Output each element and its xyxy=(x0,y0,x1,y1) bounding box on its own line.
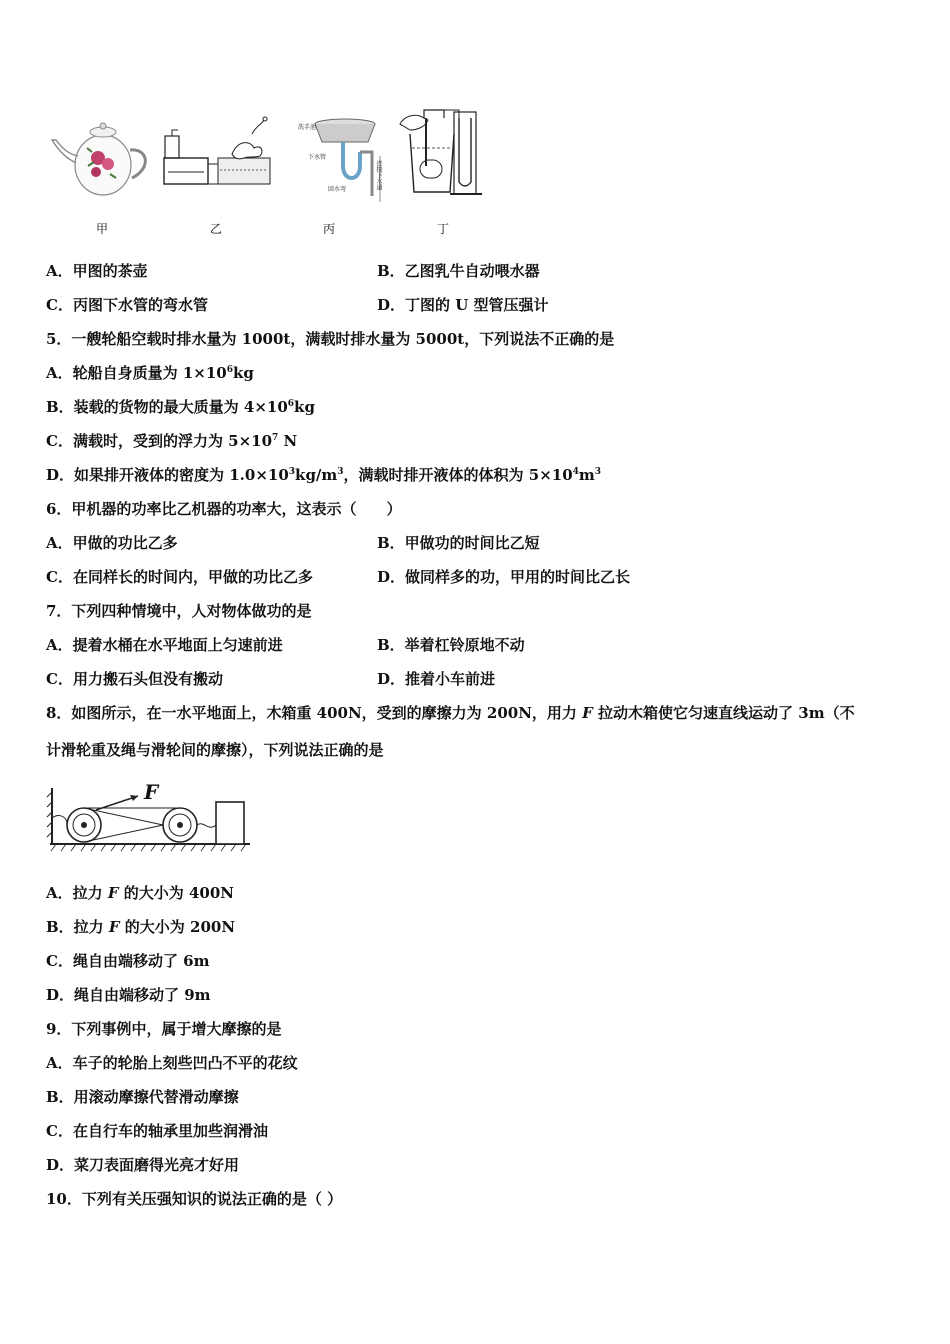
q5-c-text: C．满载时，受到的浮力为 5×10 xyxy=(46,432,273,450)
q5-d-exp2: 3 xyxy=(337,467,344,477)
q5-d-exp4: 3 xyxy=(594,467,602,477)
figure-u-tube-manometer xyxy=(396,104,488,200)
caption-yi: 乙 xyxy=(210,222,223,236)
q5-stem: 5．一艘轮船空载时排水量为 1000t，满载时排水量为 5000t，下列说法不正确的是 xyxy=(46,330,615,348)
q4-option-a[interactable]: A．甲图的茶壶 xyxy=(46,262,148,280)
q9-option-d[interactable]: D．菜刀表面磨得光亮才好用 xyxy=(46,1156,240,1174)
q7-stem: 7．下列四种情境中，人对物体做功的是 xyxy=(46,602,312,620)
q8-stem-line2: 计滑轮重及绳与滑轮间的摩擦），下列说法正确的是 xyxy=(46,741,384,759)
q8-b-pre: B．拉力 xyxy=(46,918,109,936)
q4-option-b[interactable]: B．乙图乳牛自动喂水器 xyxy=(377,262,540,280)
figure-sink-trap xyxy=(300,116,390,202)
u-tube-manometer-icon xyxy=(396,104,488,200)
q5-d-text: D．如果排开液体的密度为 1.0×10 xyxy=(46,466,289,484)
q8-option-a[interactable] xyxy=(46,883,234,903)
q5-d-exp1: 3 xyxy=(288,467,296,477)
figure-pulley-box xyxy=(46,782,252,854)
q10-stem: 10．下列有关压强知识的说法正确的是（ ） xyxy=(46,1190,343,1208)
q6-stem: 6．甲机器的功率比乙机器的功率大，这表示（ ） xyxy=(46,500,402,518)
q4-option-c[interactable]: C．丙图下水管的弯水管 xyxy=(46,296,208,314)
q5-option-b[interactable] xyxy=(46,397,315,417)
q9-stem: 9．下列事例中，属于增大摩擦的是 xyxy=(46,1020,282,1038)
q8-b-post: 的大小为 200N xyxy=(119,918,236,936)
q5-c-unit: N xyxy=(278,432,298,450)
q7-option-d[interactable]: D．推着小车前进 xyxy=(377,670,496,688)
q8-option-b[interactable] xyxy=(46,917,235,937)
q6-option-a[interactable]: A．甲做的功比乙多 xyxy=(46,534,178,552)
q7-option-a[interactable]: A．提着水桶在水平地面上匀速前进 xyxy=(46,636,283,654)
q6-option-c[interactable]: C．在同样长的时间内，甲做的功比乙多 xyxy=(46,568,313,586)
q4-option-d[interactable]: D．丁图的 U 型管压强计 xyxy=(377,296,549,314)
figure-teapot xyxy=(48,118,158,198)
q8-option-d[interactable]: D．绳自由端移动了 9m xyxy=(46,986,211,1004)
caption-jia: 甲 xyxy=(96,222,109,236)
q5-d-text2: ，满载时排开液体的体积为 5×10 xyxy=(343,466,573,484)
q6-option-b[interactable]: B．甲做功的时间比乙短 xyxy=(377,534,540,552)
q8-stem-line1 xyxy=(46,703,855,723)
caption-ding: 丁 xyxy=(437,222,450,236)
trap-label: 回水弯 xyxy=(328,186,347,193)
q7-option-c[interactable]: C．用力搬石头但没有搬动 xyxy=(46,670,223,688)
pipe-label: 下水管 xyxy=(308,154,327,161)
q5-d-unit2: m xyxy=(578,466,595,484)
q5-option-c[interactable] xyxy=(46,431,297,451)
q8-option-c[interactable]: C．绳自由端移动了 6m xyxy=(46,952,210,970)
q9-option-b[interactable]: B．用滚动摩擦代替滑动摩擦 xyxy=(46,1088,239,1106)
q5-b-exp: 6 xyxy=(287,399,295,409)
sewer-label: 连接下水道 xyxy=(375,160,382,190)
q9-option-c[interactable]: C．在自行车的轴承里加些润滑油 xyxy=(46,1122,268,1140)
q5-d-exp3: 4 xyxy=(572,467,579,477)
teapot-icon xyxy=(48,118,158,198)
q5-a-unit: kg xyxy=(233,364,254,382)
sink-label: 洗手池 xyxy=(298,124,317,131)
q5-b-unit: kg xyxy=(294,398,315,416)
cow-waterer-icon xyxy=(160,114,272,198)
q8-b-var: F xyxy=(108,918,120,936)
q5-a-exp: 6 xyxy=(226,365,234,375)
q5-d-unit1: kg/m xyxy=(295,466,338,484)
caption-bing: 丙 xyxy=(323,222,336,236)
q8-a-var: F xyxy=(107,884,119,902)
q5-a-text: A．轮船自身质量为 1×10 xyxy=(46,364,227,382)
q8-stem-pre: 8．如图所示，在一水平地面上，木箱重 400N，受到的摩擦力为 200N，用力 xyxy=(46,704,583,722)
q8-a-post: 的大小为 400N xyxy=(118,884,234,902)
q6-option-d[interactable]: D．做同样多的功，甲用的时间比乙长 xyxy=(377,568,631,586)
figure-cow-waterer xyxy=(160,114,272,198)
q8-a-pre: A．拉力 xyxy=(46,884,108,902)
q8-stem-var: F xyxy=(582,704,593,722)
q7-option-b[interactable]: B．举着杠铃原地不动 xyxy=(377,636,525,654)
q5-b-text: B．装载的货物的最大质量为 4×10 xyxy=(46,398,288,416)
q5-option-d[interactable] xyxy=(46,465,601,485)
q9-option-a[interactable]: A．车子的轮胎上刻些凹凸不平的花纹 xyxy=(46,1054,298,1072)
q8-stem-post: 拉动木箱使它匀速直线运动了 3m（不 xyxy=(592,704,855,722)
q5-c-exp: 7 xyxy=(272,433,279,443)
q5-option-a[interactable] xyxy=(46,363,254,383)
pulley-force-label: F xyxy=(144,780,159,804)
